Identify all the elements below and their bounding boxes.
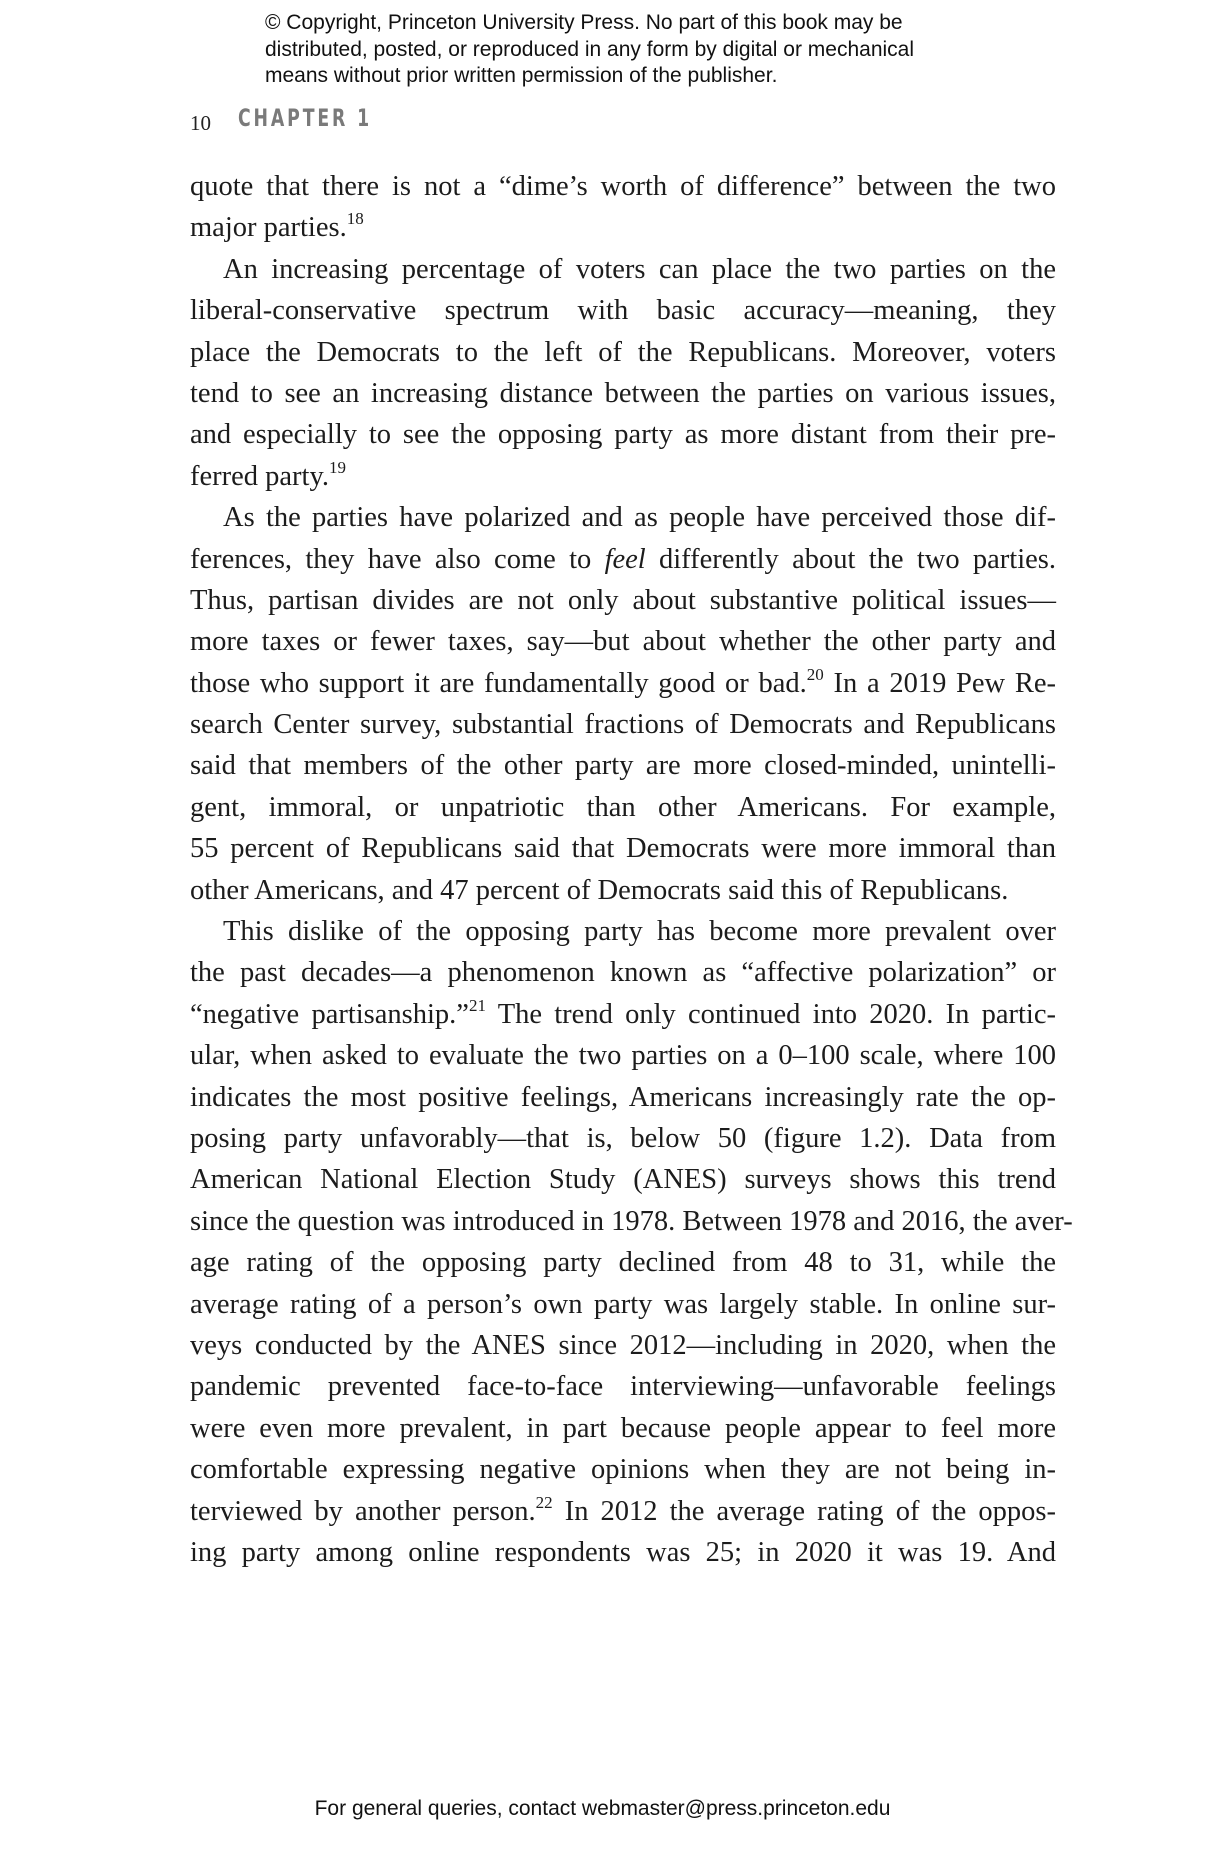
text-line [190,1325,1056,1366]
line-text: quote that there is not a “dime’s worth of difference” between the two [190,171,1056,202]
text-line [190,704,1056,745]
line-text: posing party unfavorably—that is, below 50 (figure 1.2). Data from [190,1122,1056,1154]
line-text: comfortable expressing negative opinions when they are not being in- [190,1454,1056,1486]
italic-word: feel [604,543,646,575]
line-text: were even more prevalent, in part because people appear to feel more [190,1412,1056,1444]
line-text: ular, when asked to evaluate the two parties on a 0–100 scale, where 100 [190,1040,1056,1072]
line-text: liberal-conservative spectrum with basic accuracy—meaning, they [190,295,1056,327]
text-line [190,1449,1056,1490]
line-text: tend to see an increasing distance between the parties on various issues, [190,377,1056,409]
text-line [190,332,1056,373]
line-text: As the parties have polarized and as people have perceived those dif- [223,502,1056,534]
copyright-line: © Copyright, Princeton University Press. No part of this book may be [265,11,903,34]
text-line [190,1159,1056,1200]
line-text: An increasing percentage of voters can place the two parties on the [223,253,1056,285]
page-number: 10 [190,111,211,135]
copyright-line: means without prior written permission of the publisher. [265,64,778,87]
line-text: those who support it are fundamentally good or bad. [190,667,807,699]
copyright-line: distributed, posted, or reproduced in any form by digital or mechanical [265,37,915,61]
footnote-marker[interactable]: 19 [328,457,346,477]
text-line [190,1408,1056,1449]
text-line [190,1284,1056,1325]
footnote-marker[interactable]: 22 [535,1492,553,1512]
line-text: the past decades—a phenomenon known as “affective polarization” or [190,957,1056,989]
line-text: gent, immoral, or unpatriotic than other Americans. For example, [190,791,1056,823]
text-line [190,787,1056,828]
text-line [190,621,1056,662]
line-text: and especially to see the opposing party as more distant from their pre- [190,419,1056,451]
line-text: since the question was introduced in 1978. Between 1978 and 2016, the aver- [190,1205,1073,1237]
line-text: ferred party. [190,460,329,492]
line-text: ferences, they have also come to [190,543,592,575]
line-text: terviewed by another person. [190,1495,536,1527]
line-text-after: In 2012 the average rating of the oppos- [564,1495,1056,1527]
text-line [190,1366,1056,1407]
text-line [190,994,1056,1035]
line-text: other Americans, and 47 percent of Democrats said this of Republicans. [190,874,1009,906]
text-line [190,828,1056,869]
line-text: pandemic prevented face-to-face interviewing—unfavorable feelings [190,1371,1056,1403]
line-text: “negative partisanship.” [190,998,469,1030]
chapter-label: CHAPTER 1 [238,104,373,132]
line-text: This dislike of the opposing party has become more prevalent over [223,916,1056,948]
text-line [190,249,1056,290]
line-text: veys conducted by the ANES since 2012—including in 2020, when the [190,1329,1056,1361]
footnote-marker[interactable]: 18 [346,209,364,229]
footer-contact: For general queries, contact webmaster@press.princeton.edu [314,1797,891,1820]
text-line [190,580,1056,621]
text-line [190,1201,1073,1242]
text-line [190,745,1056,786]
body-text [190,166,1073,1573]
text-line [190,1491,1056,1532]
text-line [190,911,1056,952]
line-text: American National Election Study (ANES) surveys shows this trend [190,1164,1056,1196]
text-line [190,1118,1056,1159]
text-line [190,539,1056,580]
line-text: average rating of a person’s own party was largely stable. In online sur- [190,1288,1056,1320]
line-text-after: In a 2019 Pew Re- [833,667,1057,699]
text-line [190,1077,1056,1118]
line-text-after: differently about the two parties. [659,543,1056,575]
line-text: search Center survey, substantial fractions of Democrats and Republicans [190,709,1056,741]
line-text: Thus, partisan divides are not only about substantive political issues— [190,584,1056,616]
text-line [190,166,1056,207]
line-text-after: The trend only continued into 2020. In partic- [497,998,1056,1030]
line-text: indicates the most positive feelings, Americans increasingly rate the op- [190,1081,1056,1113]
text-line [190,952,1056,993]
footnote-marker[interactable]: 21 [468,995,486,1015]
text-line [190,290,1056,331]
line-text: ing party among online respondents was 25; in 2020 it was 19. And [190,1536,1056,1568]
line-text: said that members of the other party are more closed-minded, unintelli- [190,750,1056,782]
line-text: major parties. [190,212,347,244]
text-line [190,207,1056,248]
text-line [190,373,1056,414]
line-text: place the Democrats to the left of the Republicans. Moreover, voters [190,336,1056,368]
text-line [190,497,1056,538]
text-line [190,414,1056,455]
line-text: more taxes or fewer taxes, say—but about whether the other party and [190,626,1056,658]
text-line [190,1532,1056,1573]
footnote-marker[interactable]: 20 [806,664,824,684]
text-line [190,663,1056,704]
line-text: 55 percent of Republicans said that Democrats were more immoral than [190,833,1056,865]
text-line [190,456,1056,497]
text-line [190,1242,1056,1283]
text-line [190,870,1056,911]
text-line [190,1035,1056,1076]
line-text: age rating of the opposing party declined from 48 to 31, while the [190,1247,1056,1279]
copyright-notice [265,10,914,90]
